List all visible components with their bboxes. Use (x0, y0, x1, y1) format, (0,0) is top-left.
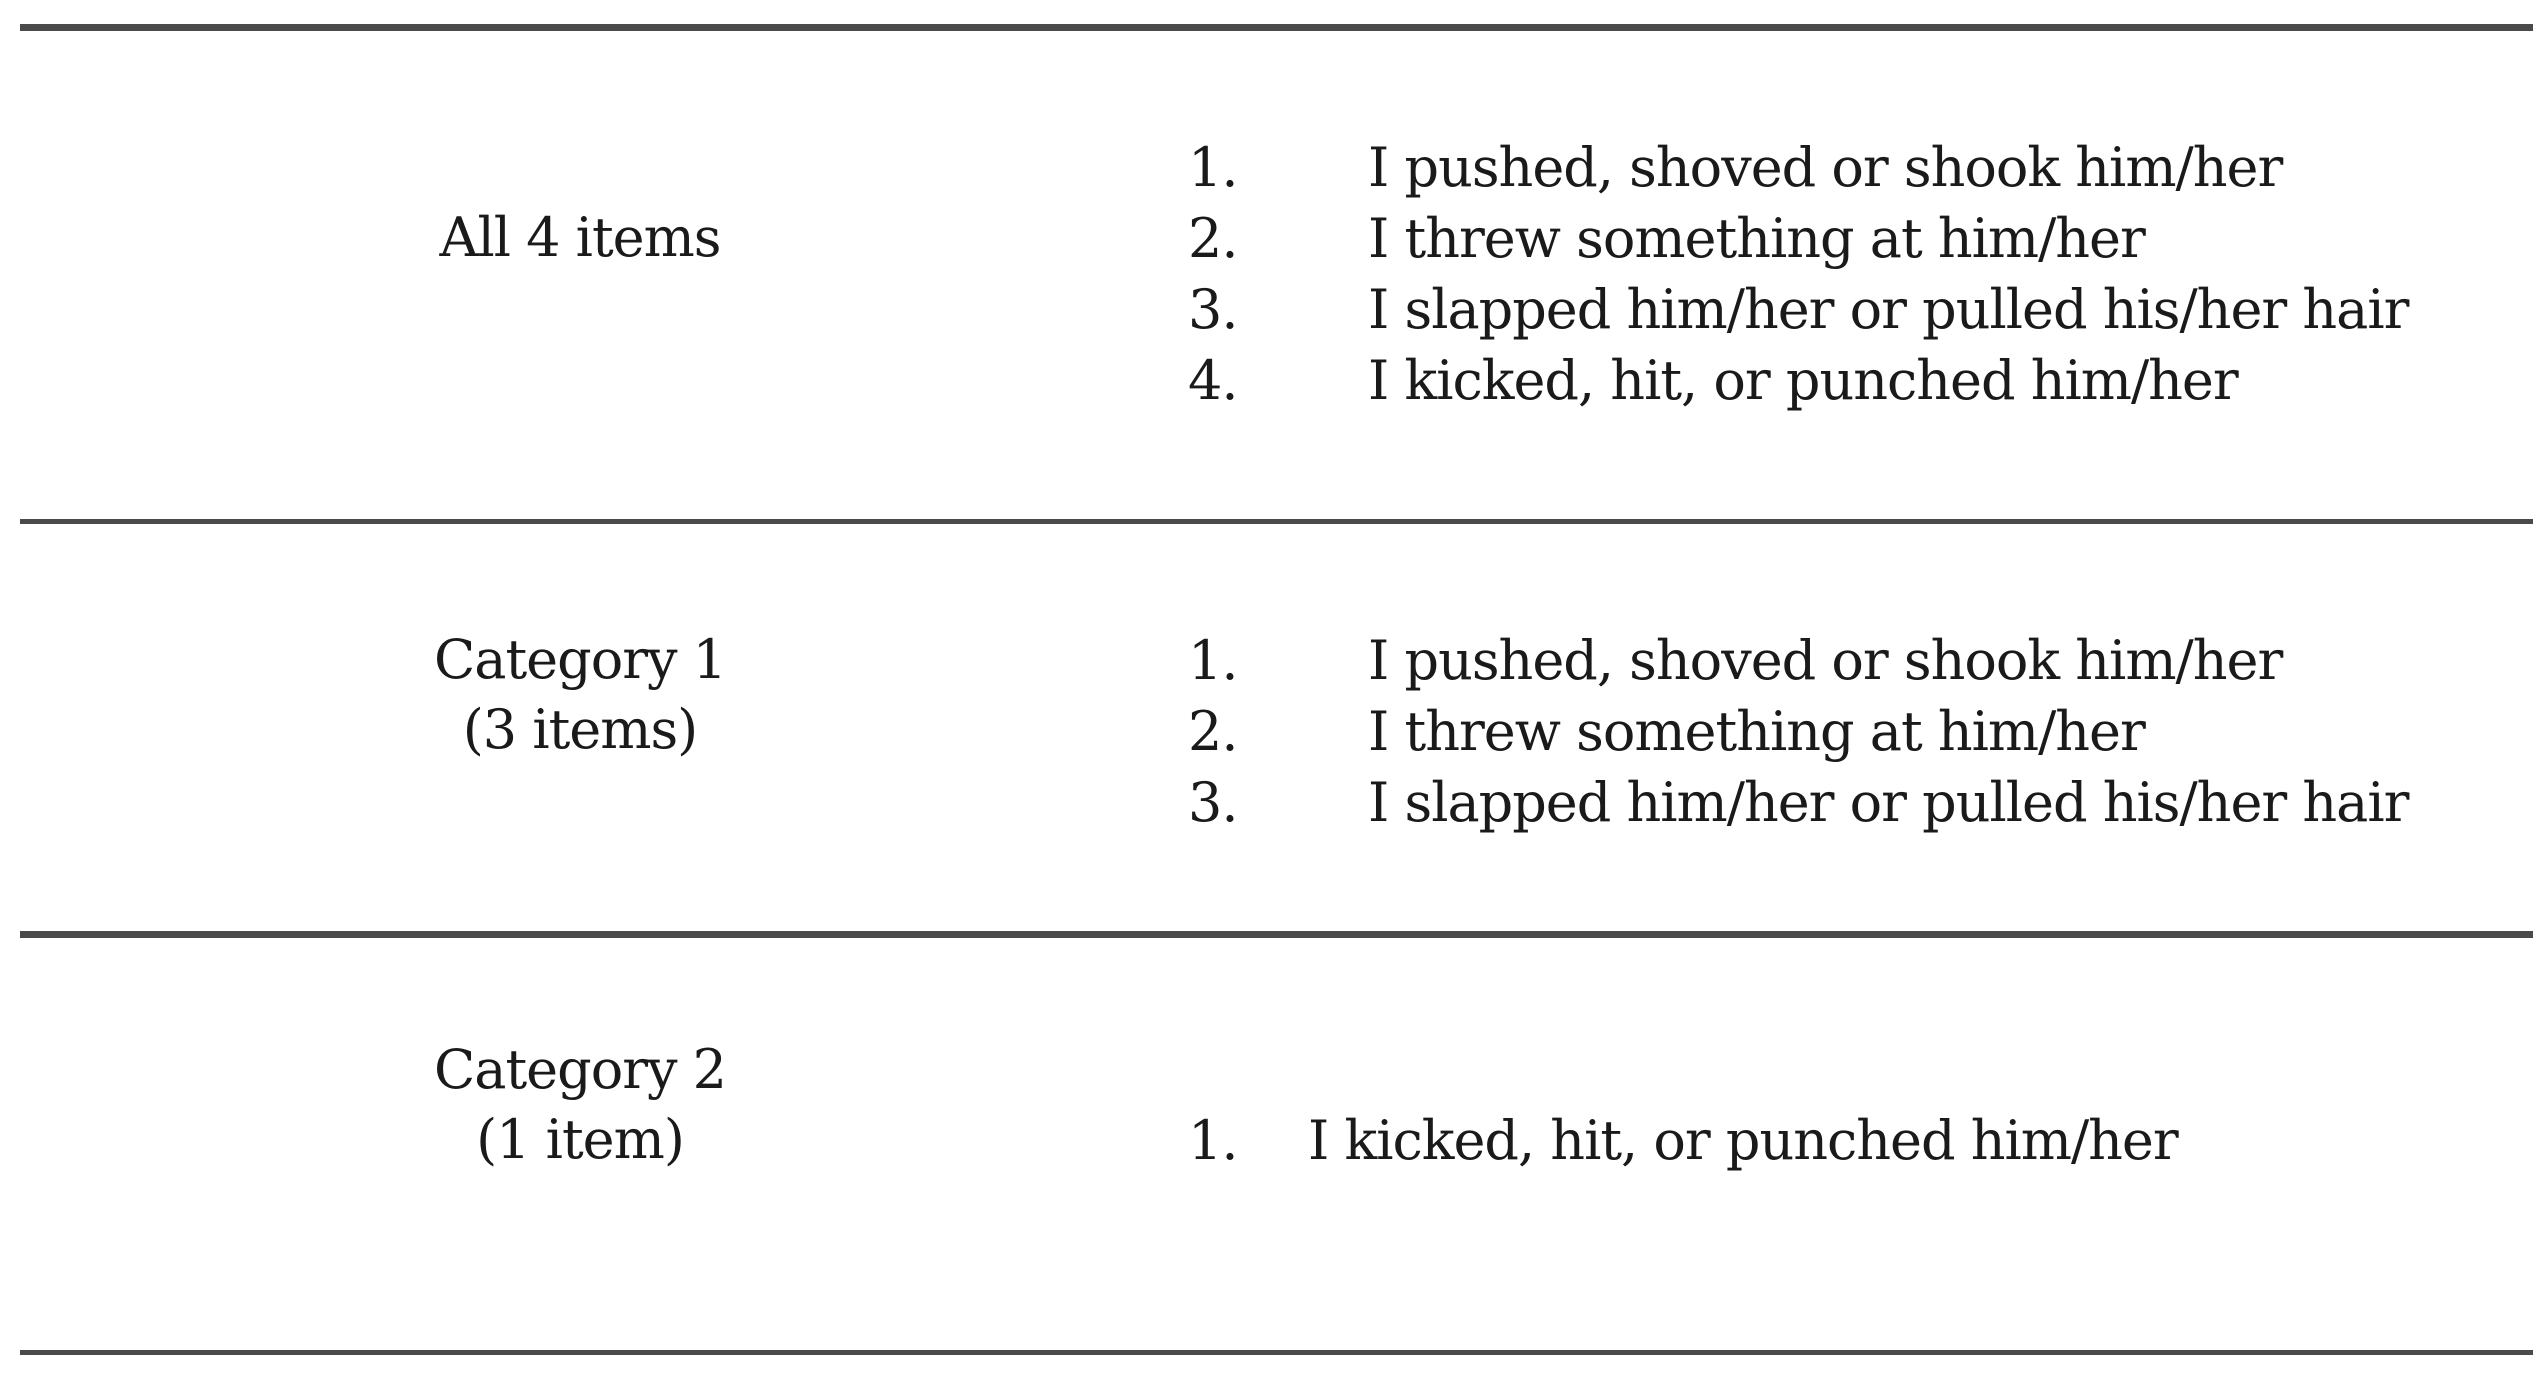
item-text: I pushed, shoved or shook him/her (1368, 136, 2283, 199)
item-number: 1. (1188, 1109, 1238, 1172)
item-text: I threw something at him/her (1368, 207, 2145, 270)
item-number: 2. (1188, 700, 1238, 763)
row-label-line: Category 1 (433, 628, 727, 691)
row-label-line: Category 2 (433, 1038, 727, 1101)
item-text: I slapped him/her or pulled his/her hair (1368, 278, 2409, 341)
item-number: 1. (1188, 629, 1238, 692)
table-bottom-rule (20, 1350, 2533, 1355)
item-text: I kicked, hit, or punched him/her (1308, 1109, 2178, 1172)
item-text: I pushed, shoved or shook him/her (1368, 629, 2283, 692)
item-text: I kicked, hit, or punched him/her (1368, 349, 2238, 412)
row-label-line: (3 items) (462, 698, 698, 761)
item-text: I slapped him/her or pulled his/her hair (1368, 771, 2409, 834)
item-number: 1. (1188, 136, 1238, 199)
item-number: 4. (1188, 349, 1238, 412)
item-text: I threw something at him/her (1368, 700, 2145, 763)
item-number: 3. (1188, 771, 1238, 834)
row-label-line: (1 item) (476, 1108, 684, 1171)
item-number: 3. (1188, 278, 1238, 341)
row-label (380, 1035, 780, 1175)
item-number: 2. (1188, 207, 1238, 270)
row-label-line: All 4 items (439, 206, 721, 269)
